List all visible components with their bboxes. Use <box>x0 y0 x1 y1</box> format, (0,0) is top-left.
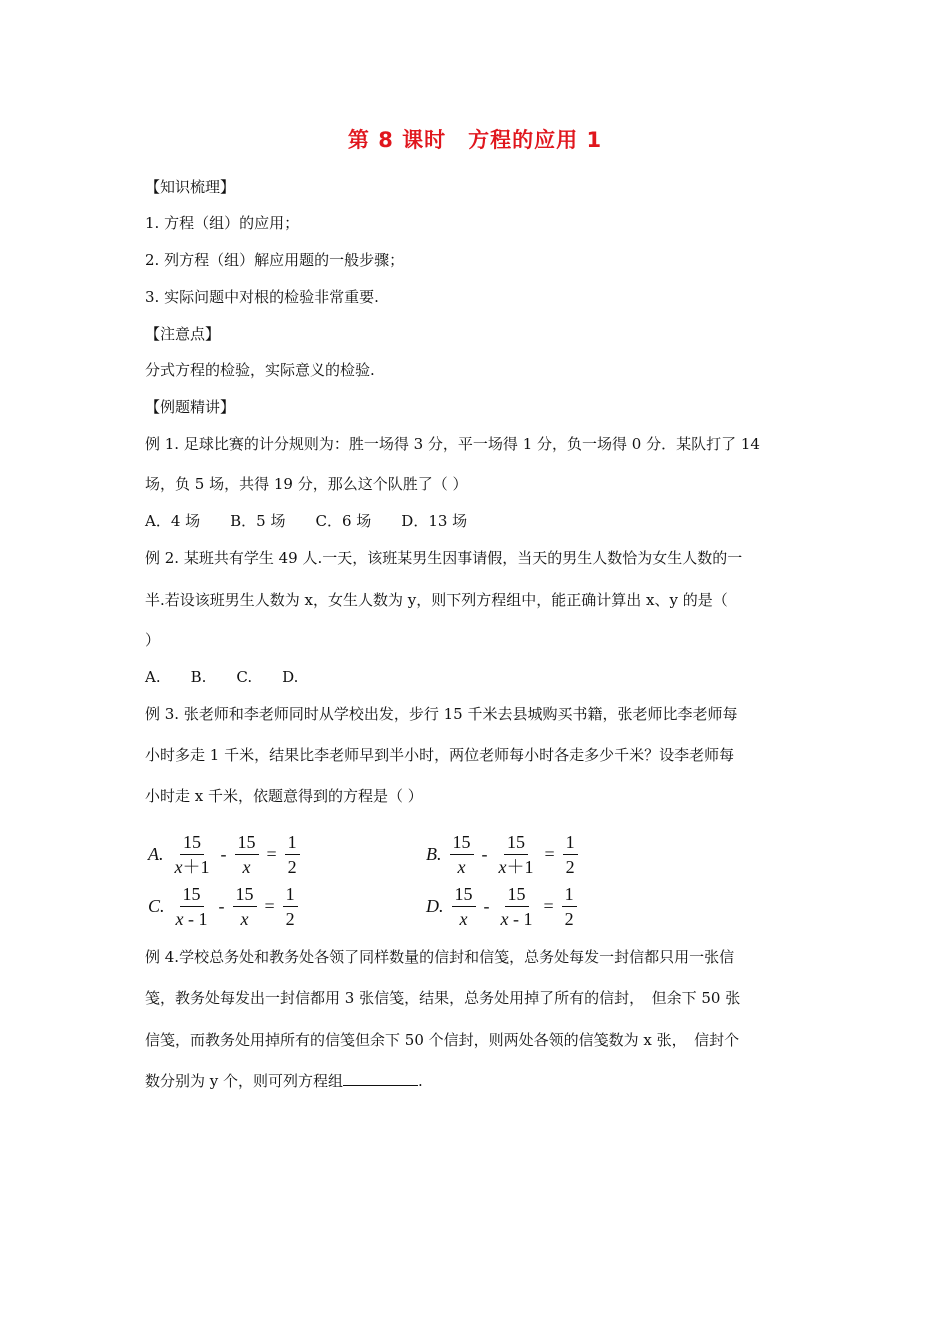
attention-header: 【注意点】 <box>145 325 221 343</box>
ex1-options <box>145 511 497 531</box>
ex2-line-3: ） <box>145 631 161 649</box>
formula-a-fraction-1: $\frac{15}{x+1}$ <box>174 832 210 877</box>
formula-c-fraction-1: $\frac{15}{x - 1}$ <box>175 884 208 929</box>
ex3-line-1: 例 3. 张老师和李老师同时从学校出发，步行 15 千米去县城购买书籍，张老师比李老师每 <box>145 705 738 723</box>
formula-b-fraction-2: $\frac{15}{x+1}$ <box>498 832 534 877</box>
ex2-options <box>145 667 328 687</box>
formula-b-label: B. <box>426 844 442 864</box>
ex4-line-4-end: . <box>418 1072 423 1090</box>
ex1-option-d: D．13 场 <box>401 512 468 530</box>
formula-d-label: D. <box>426 896 444 916</box>
ex2-option-b: B. <box>190 668 207 686</box>
formula-c-fraction-3: $\frac{1}{2}$ <box>283 884 298 929</box>
ex3-line-2: 小时多走 1 千米，结果比李老师早到半小时，两位老师每小时各走多少千米？设李老师每 <box>145 746 735 764</box>
knowledge-item-3: 3. 实际问题中对根的检验非常重要. <box>145 288 379 306</box>
ex2-option-d: D. <box>282 668 299 686</box>
formula-c-label: C. <box>148 896 165 916</box>
ex4-line-4-text: 数分别为 y 个，则可列方程组 <box>145 1072 344 1090</box>
ex3-formula-d: D. $\frac{15}{x}$ - $\frac{15}{x - 1}$ = $\frac{1}{2}$ <box>426 884 581 929</box>
formula-b-fraction-3: $\frac{1}{2}$ <box>563 832 578 877</box>
formula-d-fraction-1: $\frac{15}{x}$ <box>452 884 476 929</box>
ex4-line-4 <box>145 1071 423 1091</box>
ex1-option-b: B．5 场 <box>230 512 286 530</box>
ex4-line-3: 信笺，而教务处用掉所有的信笺但余下 50 个信封，则两处各领的信笺数为 x 张， 信封个 <box>145 1031 740 1049</box>
examples-header: 【例题精讲】 <box>145 398 236 416</box>
ex3-line-3: 小时走 x 千米，依题意得到的方程是（ ） <box>145 787 423 805</box>
ex2-option-c: C. <box>236 668 253 686</box>
ex1-option-a: A．4 场 <box>145 512 201 530</box>
formula-a-fraction-3: $\frac{1}{2}$ <box>285 832 300 877</box>
page-title: 第 8 课时 方程的应用 1 <box>347 128 603 152</box>
ex2-line-1: 例 2. 某班共有学生 49 人.一天，该班某男生因事请假，当天的男生人数恰为女生人数的一 <box>145 549 743 567</box>
ex4-line-2: 笺，教务处每发出一封信都用 3 张信笺，结果，总务处用掉了所有的信封， 但余下 50 张 <box>145 989 741 1007</box>
formula-c-fraction-2: $\frac{15}{x}$ <box>233 884 257 929</box>
ex2-option-a: A. <box>145 668 161 686</box>
attention-text: 分式方程的检验，实际意义的检验. <box>145 361 375 379</box>
knowledge-item-1: 1. 方程（组）的应用； <box>145 214 300 232</box>
knowledge-item-2: 2. 列方程（组）解应用题的一般步骤； <box>145 251 405 269</box>
ex3-formula-a: A. $\frac{15}{x+1}$ - $\frac{15}{x}$ = $\frac{1}{2}$ <box>148 832 304 877</box>
formula-b-fraction-1: $\frac{15}{x}$ <box>450 832 474 877</box>
ex2-line-2: 半.若设该班男生人数为 x，女生人数为 y，则下列方程组中，能正确计算出 x、y 的是（ <box>145 591 728 609</box>
ex3-formula-c: C. $\frac{15}{x - 1}$ - $\frac{15}{x}$ = $\frac{1}{2}$ <box>148 884 302 929</box>
formula-d-fraction-3: $\frac{1}{2}$ <box>562 884 577 929</box>
formula-a-label: A. <box>148 844 164 864</box>
ex4-line-1: 例 4.学校总务处和教务处各领了同样数量的信封和信笺，总务处每发一封信都只用一张信 <box>145 948 735 966</box>
formula-a-fraction-2: $\frac{15}{x}$ <box>235 832 259 877</box>
ex1-line-1: 例 1. 足球比赛的计分规则为：胜一场得 3 分，平一场得 1 分，负一场得 0 分．某队打了 14 <box>145 435 760 453</box>
ex1-line-2: 场，负 5 场，共得 19 分，那么这个队胜了（ ） <box>145 475 468 493</box>
formula-d-fraction-2: $\frac{15}{x - 1}$ <box>500 884 533 929</box>
ex3-formula-b: B. $\frac{15}{x}$ - $\frac{15}{x+1}$ = $\frac{1}{2}$ <box>426 832 582 877</box>
ex1-option-c: C．6 场 <box>315 512 372 530</box>
knowledge-header: 【知识梳理】 <box>145 178 236 196</box>
answer-blank[interactable] <box>343 1071 418 1086</box>
